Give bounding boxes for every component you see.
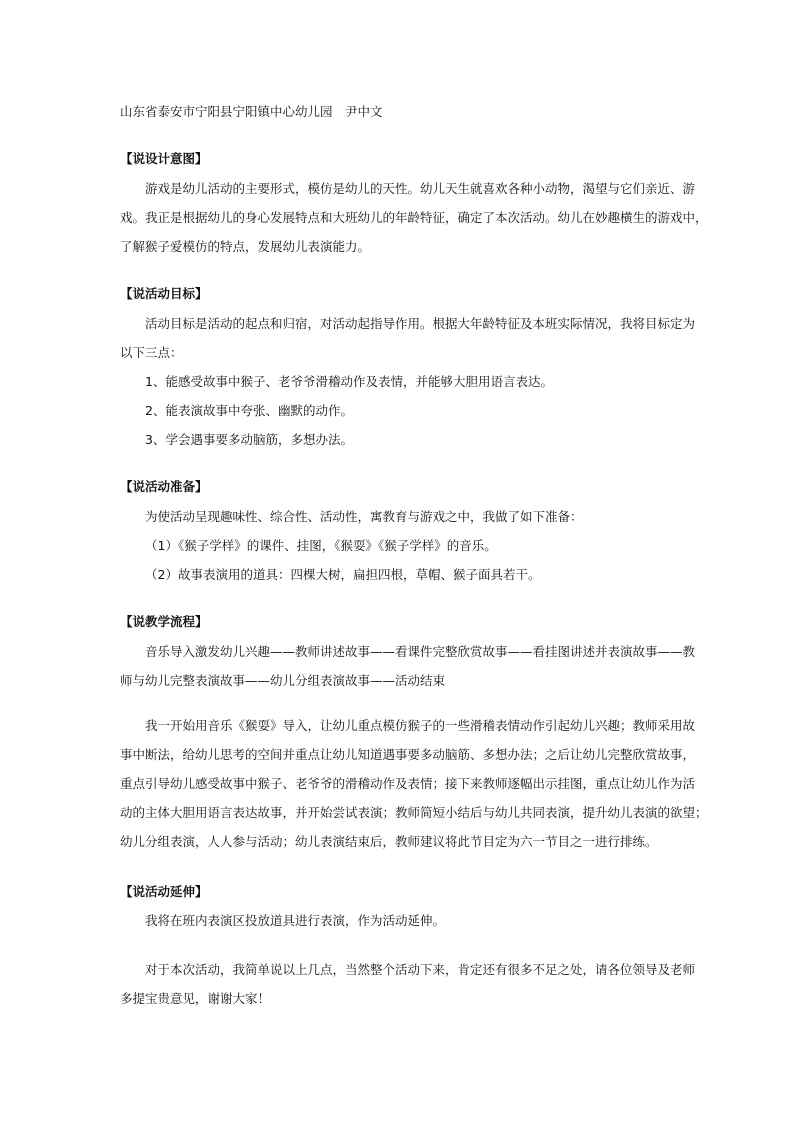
paragraph-line: 游戏是幼儿活动的主要形式，模仿是幼儿的天性。幼儿天生就喜欢各种小动物，渴望与它们亲近、游	[145, 181, 696, 196]
preparation-item: （2）故事表演用的道具：四棵大树，扁担四根，草帽、猴子面具若干。	[145, 567, 541, 582]
paragraph-line: 幼儿分组表演，人人参与活动；幼儿表演结束后，教师建议将此节目定为六一节目之一进行排练。	[120, 834, 658, 849]
objective-item: 2、能表演故事中夸张、幽默的动作。	[145, 403, 353, 418]
heading-design-intent: 【说设计意图】	[120, 151, 208, 166]
paragraph-line: 对于本次活动，我简单说以上几点，当然整个活动下来，肯定还有很多不足之处，请各位领导及老师	[145, 962, 696, 977]
heading-preparation: 【说活动准备】	[120, 479, 208, 494]
objective-item: 1、能感受故事中猴子、老爷爷滑稽动作及表情，并能够大胆用语言表达。	[145, 374, 553, 389]
paragraph-line: 重点引导幼儿感受故事中猴子、老爷爷的滑稽动作及表情；接下来教师逐幅出示挂图，重点让幼儿作为活	[120, 776, 696, 791]
paragraph-line: 我一开始用音乐《猴耍》导入，让幼儿重点模仿猴子的一些滑稽表情动作引起幼儿兴趣；教师采用故	[145, 718, 696, 733]
paragraph-line: 动的主体大胆用语言表达故事，并开始尝试表演；教师简短小结后与幼儿共同表演，提升幼儿表演的欲望；	[120, 805, 708, 820]
paragraph-line: 为使活动呈现趣味性、综合性、活动性，寓教育与游戏之中，我做了如下准备：	[145, 509, 583, 524]
paragraph-line: 我将在班内表演区投放道具进行表演，作为活动延伸。	[145, 913, 446, 928]
paragraph-line: 多提宝贵意见，谢谢大家！	[120, 991, 271, 1006]
heading-teaching-process: 【说教学流程】	[120, 614, 208, 629]
preparation-item: （1）《猴子学样》的课件、挂图，《猴耍》《猴子学样》的音乐。	[145, 538, 497, 553]
heading-extension: 【说活动延伸】	[120, 884, 208, 899]
paragraph-line: 戏。我正是根据幼儿的身心发展特点和大班幼儿的年龄特征，确定了本次活动。幼儿在妙趣横生的游戏中，	[120, 210, 708, 225]
author-byline: 山东省泰安市宁阳县宁阳镇中心幼儿园 尹中文	[120, 104, 383, 119]
paragraph-line: 师与幼儿完整表演故事——幼儿分组表演故事——活动结束	[120, 673, 446, 688]
heading-objectives: 【说活动目标】	[120, 286, 208, 301]
paragraph-line: 了解猴子爱模仿的特点，发展幼儿表演能力。	[120, 239, 371, 254]
objective-item: 3、学会遇事要多动脑筋，多想办法。	[145, 432, 353, 447]
paragraph-line: 以下三点：	[120, 345, 183, 360]
paragraph-line: 事中断法，给幼儿思考的空间并重点让幼儿知道遇事要多动脑筋、多想办法；之后让幼儿完整欣赏故事，	[120, 747, 696, 762]
paragraph-line: 音乐导入激发幼儿兴趣——教师讲述故事——看课件完整欣赏故事——看挂图讲述并表演故事——教	[145, 644, 696, 659]
paragraph-line: 活动目标是活动的起点和归宿，对活动起指导作用。根据大年龄特征及本班实际情况，我将目标定为	[145, 316, 696, 331]
